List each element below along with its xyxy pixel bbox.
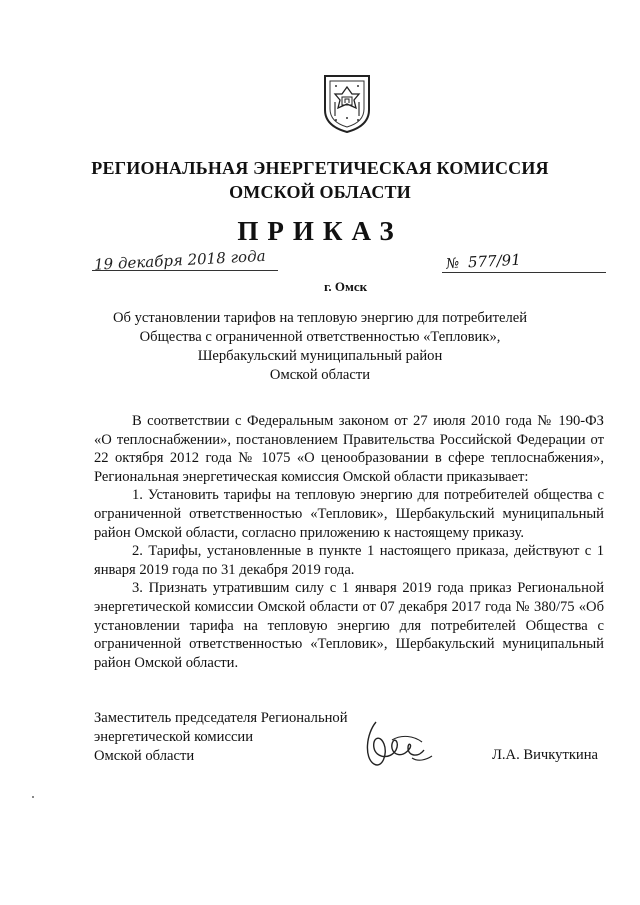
signer-position-line: Заместитель председателя Региональной — [94, 710, 348, 726]
number-underline — [442, 272, 606, 273]
handwritten-signature-icon — [362, 714, 442, 774]
scan-speck — [32, 796, 34, 798]
omsk-coat-of-arms-icon — [321, 72, 373, 134]
order-item-1: 1. Установить тарифы на тепловую энергию для потребителей общества с ограниченной ответственностью «Тепловик», Шербакульский муниципальный район Омской области, согласно приложению к настоящему приказу. — [94, 487, 604, 541]
handwritten-order-number: 577/91 — [467, 250, 522, 272]
preamble-paragraph: В соответствии с Федеральным законом от 27 июля 2010 года № 190-ФЗ «О теплоснабжении», постановлением Правительства Российской Федерации от 22 октября 2012 года № 1075 «О ценообразовании в сфере теплоснабжения», Региональная энергетическая комиссия Омской области приказывает: — [94, 413, 604, 485]
date-underline — [92, 270, 278, 271]
organization-title-line2: ОМСКОЙ ОБЛАСТИ — [229, 182, 411, 202]
city-label: г. Омск — [324, 279, 368, 294]
order-body — [94, 412, 604, 672]
order-subject — [0, 309, 640, 385]
signer-position-line: энергетической комиссии — [94, 729, 254, 745]
signer-name: Л.А. Вичкуткина — [492, 747, 599, 763]
order-item-2: 2. Тарифы, установленные в пункте 1 настоящего приказа, действуют с 1 января 2019 года по 31 декабря 2019 года. — [94, 543, 604, 578]
subject-line: Омской области — [269, 367, 371, 383]
organization-title-line1: РЕГИОНАЛЬНАЯ ЭНЕРГЕТИЧЕСКАЯ КОМИССИЯ — [91, 158, 549, 178]
number-label: № — [445, 255, 461, 273]
handwritten-date: 19 декабря 2018 года — [93, 246, 266, 274]
signer-position-line: Омской области — [94, 748, 195, 764]
subject-line: Об установлении тарифов на тепловую энергию для потребителей — [112, 310, 528, 326]
document-type-title: ПРИКАЗ — [237, 216, 403, 246]
order-item-3: 3. Признать утратившим силу с 1 января 2019 года приказ Региональной энергетической комиссии Омской области от 07 декабря 2017 года № 380/75 «Об установлении тарифа на тепловую энергию для потребителей Общества с ограниченной ответственностью «Тепловик», Шербакульский муниципальный район Омской области. — [94, 580, 604, 671]
subject-line: Шербакульский муниципальный район — [197, 348, 443, 364]
subject-line: Общества с ограниченной ответственностью «Тепловик», — [139, 329, 501, 345]
signer-position — [94, 709, 394, 766]
